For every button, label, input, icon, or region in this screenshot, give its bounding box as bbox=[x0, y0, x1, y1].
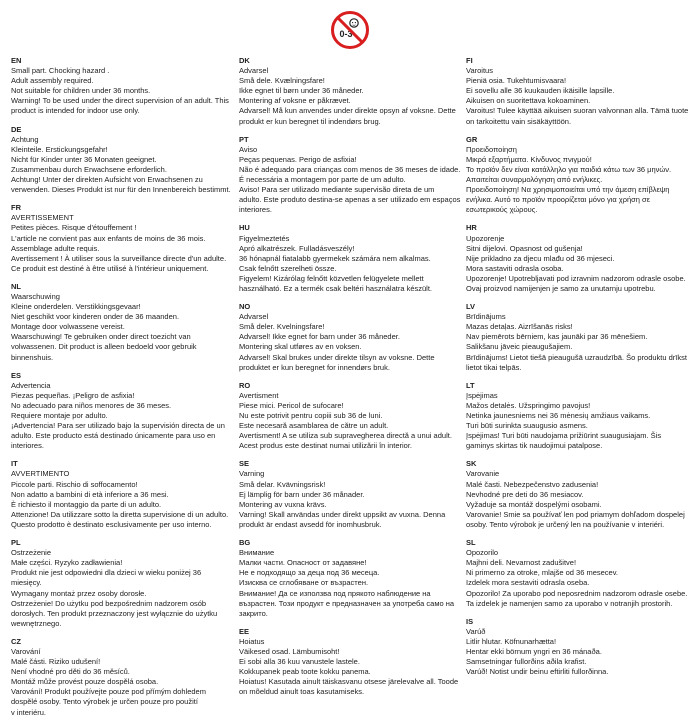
warning-line: Varovanie bbox=[466, 469, 500, 479]
warning-line: Apró alkatrészek. Fulladásveszély! bbox=[239, 243, 355, 253]
warning-line: È richiesto il montaggio da parte di un adulto. bbox=[11, 499, 162, 509]
language-code: BG bbox=[239, 538, 251, 548]
warning-line: Samsetningar fullorðins aðila krafist. bbox=[466, 657, 587, 667]
warning-line: produkt er kun beregnet til indendørs brug. bbox=[239, 116, 381, 126]
warning-line: ¡Advertencia! Para ser utilizado bajo la supervisión directa de un bbox=[11, 421, 225, 431]
warning-section-pt bbox=[239, 135, 461, 216]
warning-line: Ni primerno za otroke, mlajše od 36 mesecev. bbox=[466, 568, 619, 578]
warning-line: Not suitable for children under 36 months. bbox=[11, 86, 151, 96]
warning-line: Acest produs este destinat numai utilizării în interior. bbox=[239, 441, 413, 451]
language-code: FI bbox=[466, 56, 473, 65]
warning-section-de bbox=[11, 125, 233, 196]
warning-section-gr bbox=[466, 135, 688, 216]
warning-section-lt bbox=[466, 381, 688, 452]
warning-section-lv bbox=[466, 302, 688, 373]
warning-line: Ostrzeżenie bbox=[11, 548, 52, 558]
language-code: PL bbox=[11, 538, 21, 548]
warning-section-sk bbox=[466, 459, 688, 530]
warning-line: Advarsel bbox=[239, 66, 269, 76]
warning-line: Varoitus! Tulee käyttää aikuisen suoran valvonnan alla. Tämä tuote bbox=[466, 106, 688, 116]
warning-section-ro bbox=[239, 381, 461, 452]
warning-line: Små deler. Kvelningsfare! bbox=[239, 322, 325, 332]
warning-line: Nevhodné pre deti do 36 mesiacov. bbox=[466, 489, 584, 499]
warning-line: Montering af voksne er påkrævet. bbox=[239, 96, 351, 106]
language-code: SE bbox=[239, 459, 250, 469]
warning-line: Μικρά εξαρτήματα. Κίνδυνος πνιγμού! bbox=[466, 154, 592, 164]
language-code: ES bbox=[11, 370, 22, 380]
warning-line: on tarkoitettu vain sisäkäyttöön. bbox=[466, 116, 572, 126]
warning-line: Mazas detaļas. Aizrīšanās risks! bbox=[466, 322, 573, 332]
warning-line: Ikke egnet til børn under 36 måneder. bbox=[239, 86, 364, 96]
warning-line: Ta izdelek je namenjen samo za uporabo v notranjih prostorih. bbox=[466, 598, 673, 608]
warning-line: Izdelek mora sestaviti odrasla oseba. bbox=[466, 578, 590, 588]
warning-line: Nicht für Kinder unter 36 Monaten geeignet. bbox=[11, 154, 157, 164]
warning-line: Small part. Chocking hazard . bbox=[11, 66, 110, 76]
warning-line: Netinka jaunesniems nei 36 mėnesių amžiaus vaikams. bbox=[466, 411, 651, 420]
warning-line: Adult assembly required. bbox=[11, 76, 94, 86]
warning-line: Este necesară asamblarea de către un adult. bbox=[239, 421, 389, 431]
warning-line: закрито. bbox=[239, 608, 268, 618]
warning-line: dospělé osoby. Tento výrobek je určen pouze pro použití bbox=[11, 697, 198, 707]
warning-line: Изисква се сглобяване от възрастен. bbox=[239, 578, 369, 588]
warning-section-en bbox=[11, 56, 233, 117]
warning-line: Advertencia bbox=[11, 380, 51, 390]
warning-line: L'article ne convient pas aux enfants de moins de 36 mois. bbox=[11, 233, 206, 243]
warning-line: Malé části. Riziko udušení! bbox=[11, 657, 101, 667]
warning-line: Įspėjimas bbox=[466, 390, 498, 400]
warning-line: Kleinteile. Erstickungsgefahr! bbox=[11, 144, 108, 154]
language-code: IT bbox=[11, 459, 18, 469]
language-code: GR bbox=[466, 134, 478, 144]
warning-line: Non adatto a bambini di età inferiore a 36 mesi. bbox=[11, 489, 169, 499]
warning-line: Requiere montaje por adulto. bbox=[11, 411, 108, 420]
warning-line: Mora sastaviti odrasla osoba. bbox=[466, 263, 564, 273]
warning-section-fr bbox=[11, 203, 233, 274]
language-code: CZ bbox=[11, 636, 21, 646]
warning-line: produkt är endast avsedd för inomhusbruk. bbox=[239, 519, 382, 529]
language-code: HR bbox=[466, 223, 477, 233]
warning-line: Nu este potrivit pentru copiii sub 36 de luni. bbox=[239, 411, 383, 420]
warning-line: Vyžaduje sa montáž dospelými osobami. bbox=[466, 499, 602, 509]
warning-line: binnenshuis. bbox=[11, 352, 54, 362]
warning-line: Προειδοποίηση! Να χρησιμοποιείται υπό την άμεση επίβλεψη bbox=[466, 185, 670, 195]
warning-line: Montering av vuxna krävs. bbox=[239, 499, 327, 509]
warning-line: Wymagany montaż przez osoby dorosłe. bbox=[11, 588, 147, 598]
warning-line: Απαιτείται συναρμολόγηση από ενήλικες. bbox=[466, 175, 603, 185]
language-code: EE bbox=[239, 626, 250, 636]
warning-line: Csak felnőtt szerelheti össze. bbox=[239, 263, 337, 273]
warning-line: 36 hónapnál fiatalabb gyermekek számára nem alkalmas. bbox=[239, 253, 431, 263]
warning-line: Piccole parti. Rischio di soffocamento! bbox=[11, 479, 138, 489]
warning-section-it bbox=[11, 459, 233, 530]
warning-line: Varovanie! Smie sa používať len pod priamym dohľadom dospelej bbox=[466, 509, 685, 519]
warning-line: Advarsel! Ikke egnet for barn under 36 måneder. bbox=[239, 332, 400, 342]
column-right bbox=[466, 56, 688, 685]
warning-line: Upozorenje! Upotrebljavati pod izravnim nadzorom odrasle osobe. bbox=[466, 273, 686, 283]
warning-line: Petites pièces. Risque d'étouffement ! bbox=[11, 223, 137, 233]
warning-line: Brīdinājums! Lietot tiešā pieaugušā uzraudzībā. Šo produktu drīkst bbox=[466, 352, 687, 362]
warning-line: Προειδοποίηση bbox=[466, 144, 517, 154]
language-code: HU bbox=[239, 223, 250, 233]
warning-section-bg bbox=[239, 538, 461, 619]
warning-line: Malé časti. Nebezpečenstvo zadusenia! bbox=[466, 479, 599, 489]
language-code: IS bbox=[466, 616, 474, 626]
warning-line: Små dele. Kvælningsfare! bbox=[239, 76, 325, 86]
warning-line: Kokkupanek peab toote kokku panema. bbox=[239, 667, 371, 677]
warning-line: Nije prikladno za djecu mlađu od 36 mjeseci. bbox=[466, 253, 615, 263]
warning-section-fi bbox=[466, 56, 688, 127]
warning-line: Το προϊόν δεν είναι κατάλληλο για παιδιά κάτω των 36 μηνών. bbox=[466, 164, 672, 174]
warning-line: Opozorilo bbox=[466, 548, 499, 558]
warning-line: miesięcy. bbox=[11, 578, 42, 588]
warning-line: on mõeldud ainult toas kasutamiseks. bbox=[239, 687, 365, 697]
warning-line: Avertissement ! À utiliser sous la surveillance directe d'un adulte. bbox=[11, 253, 227, 263]
warning-section-is bbox=[466, 617, 688, 678]
warning-section-es bbox=[11, 371, 233, 452]
warning-line: Salikšanu jāveic pieaugušajiem. bbox=[466, 342, 573, 352]
warning-line: Waarschuwing bbox=[11, 291, 60, 301]
warning-line: Pieniä osia. Tukehtumisvaara! bbox=[466, 76, 567, 86]
warning-section-se bbox=[239, 459, 461, 530]
warning-line: Ei sobi alla 36 kuu vanustele lastele. bbox=[239, 657, 360, 667]
warning-line: Assemblage adulte requis. bbox=[11, 243, 100, 253]
warning-section-sl bbox=[466, 538, 688, 609]
warning-line: Varúð! Notist undir beinu eftirliti fullorðinna. bbox=[466, 667, 609, 677]
language-code: DE bbox=[11, 124, 22, 134]
warning-line: Turi būti surinkta suaugusio asmens. bbox=[466, 421, 588, 431]
warning-line: használható. Ez a termék csak beltéri használatra készült. bbox=[239, 283, 433, 293]
warning-line: adulto. Este produto destina-se apenas a ser utilizado em espaços bbox=[239, 195, 461, 205]
warning-line: Varování bbox=[11, 646, 41, 656]
warning-line: É necessária a montagem por parte de um adulto. bbox=[239, 175, 406, 185]
warning-line: lietot tikai telpās. bbox=[466, 362, 522, 372]
warning-line: Малки части. Опасност от задавяне! bbox=[239, 558, 367, 568]
language-code: SL bbox=[466, 538, 476, 548]
warning-line: Nav piemērots bērniem, kas jaunāki par 36 mēnešiem. bbox=[466, 332, 648, 342]
warning-line: Avertisment! A se utiliza sub supravegherea directă a unui adult. bbox=[239, 431, 452, 441]
column-middle bbox=[239, 56, 461, 705]
warning-section-hu bbox=[239, 223, 461, 294]
warning-line: Varúð bbox=[466, 626, 486, 636]
warning-line: Opozorilo! Za uporabo pod neposrednim nadzorom odrasle osebe. bbox=[466, 588, 688, 598]
warning-line: Įspėjimas! Turi būti naudojama prižiūrint suaugusiajam. Šis bbox=[466, 431, 662, 441]
warning-line: interiores. bbox=[11, 441, 44, 451]
warning-line: v interiéru. bbox=[11, 707, 47, 717]
warning-line: AVVERTIMENTO bbox=[11, 469, 70, 479]
warning-line: osoby. Tento výrobok je určený len na používanie v interiéri. bbox=[466, 519, 665, 529]
warning-section-cz bbox=[11, 637, 233, 718]
warning-line: Questo prodotto è destinato esclusivamente per uso interno. bbox=[11, 519, 212, 529]
language-code: EN bbox=[11, 56, 22, 65]
warning-line: Montáž může provést pouze dospělá osoba. bbox=[11, 677, 159, 687]
warning-line: Attenzione! Da utilizzare sotto la diretta supervisione di un adulto. bbox=[11, 509, 229, 519]
warning-line: εσωτερικούς χώρους. bbox=[466, 205, 538, 215]
warning-line: Montage door volwassene vereist. bbox=[11, 322, 125, 332]
warning-line: adulto. Este producto está destinado únicamente para uso en bbox=[11, 431, 216, 441]
warning-line: Achtung bbox=[11, 134, 39, 144]
warning-line: wewnętrznego. bbox=[11, 618, 62, 628]
warning-line: Kleine onderdelen. Verstikkingsgevaar! bbox=[11, 302, 141, 312]
column-left bbox=[11, 56, 233, 726]
warning-line: product is intended for indoor use only. bbox=[11, 106, 140, 116]
warning-line: Внимание bbox=[239, 548, 275, 558]
warning-line: interiores. bbox=[239, 205, 272, 215]
warning-line: Varování! Produkt používejte pouze pod přímým dohledem bbox=[11, 687, 206, 697]
language-code: LV bbox=[466, 302, 476, 312]
warning-line: Montering skal utføres av en voksen. bbox=[239, 342, 362, 352]
language-code: NL bbox=[11, 281, 21, 291]
warning-line: No adecuado para niños menores de 36 meses. bbox=[11, 400, 172, 410]
warning-line: Brīdinājums bbox=[466, 312, 506, 322]
warning-line: dorosłych. Ten produkt przeznaczony jest wyłącznie do użytku bbox=[11, 608, 218, 618]
warning-section-pl bbox=[11, 538, 233, 629]
warning-section-hr bbox=[466, 223, 688, 294]
warning-line: volwassenen. Dit product is alleen bedoeld voor gebruik bbox=[11, 342, 197, 352]
warning-line: Ej lämplig för barn under 36 månader. bbox=[239, 489, 365, 499]
warning-line: Waarschuwing! Te gebruiken onder direct toezicht van bbox=[11, 332, 191, 342]
warning-line: Upozorenje bbox=[466, 233, 505, 243]
warning-line: Produkt nie jest odpowiedni dla dzieci w wieku poniżej 36 bbox=[11, 568, 202, 578]
warning-line: Varning bbox=[239, 469, 265, 479]
no-children-under-3-icon bbox=[330, 10, 370, 50]
warning-line: Aviso! Para ser utilizado mediante supervisão direta de um bbox=[239, 185, 435, 195]
warning-line: Väikesed osad. Lämbumisoht! bbox=[239, 646, 340, 656]
warning-line: Varning! Skall användas under direkt uppsikt av vuxna. Denna bbox=[239, 509, 446, 519]
language-code: PT bbox=[239, 134, 249, 144]
warning-line: Małe części. Ryzyko zadławienia! bbox=[11, 558, 123, 568]
warning-line: Ostrzeżenie! Do użytku pod bezpośrednim nadzorem osób bbox=[11, 598, 207, 608]
language-code: DK bbox=[239, 56, 250, 65]
warning-line: Не е подходящо за деца под 36 месеца. bbox=[239, 568, 380, 578]
warning-line: Mažos detalės. Užspringimo pavojus! bbox=[466, 400, 591, 410]
warning-line: AVERTISSEMENT bbox=[11, 213, 74, 223]
warning-line: Advarsel bbox=[239, 312, 269, 322]
warning-line: Warning! To be used under the direct supervision of an adult. This bbox=[11, 96, 229, 106]
language-code: NO bbox=[239, 302, 251, 312]
language-code: FR bbox=[11, 203, 21, 213]
warning-line: възрастен. Този продукт е предназначен за употреба само на bbox=[239, 598, 455, 608]
warning-line: Achtung! Unter der direkten Aufsicht von Erwachsenen zu bbox=[11, 175, 203, 185]
warning-section-no bbox=[239, 302, 461, 373]
warning-line: Piezas pequeñas. ¡Peligro de asfixia! bbox=[11, 390, 135, 400]
warning-line: Ovaj proizvod namijenjen je samo za unutarnju upotrebu. bbox=[466, 283, 656, 293]
warning-line: Hentar ekki börnum yngri en 36 mánaða. bbox=[466, 646, 602, 656]
warning-line: Figyelem! Kizárólag felnőtt közvetlen felügyelete mellett bbox=[239, 273, 424, 283]
warning-section-dk bbox=[239, 56, 461, 127]
language-code: LT bbox=[466, 380, 475, 390]
warning-line: Aikuisen on suoritettava kokoaminen. bbox=[466, 96, 591, 106]
warning-line: Peças pequenas. Perigo de asfixia! bbox=[239, 154, 357, 164]
warning-line: Varoitus bbox=[466, 66, 493, 76]
warning-section-nl bbox=[11, 282, 233, 363]
warning-line: Aviso bbox=[239, 144, 258, 154]
warning-line: Ei sovellu alle 36 kuukauden ikäisille lapsille. bbox=[466, 86, 615, 96]
language-code: SK bbox=[466, 459, 477, 469]
warning-line: Majhni deli. Nevarnost zadušitve! bbox=[466, 558, 577, 568]
warning-line: Hoiatus! Kasutada ainult täiskasvanu otsese järelevalve all. Toode bbox=[239, 677, 459, 687]
warning-line: Niet geschikt voor kinderen onder de 36 maanden. bbox=[11, 312, 180, 322]
warning-line: Advarsel! Skal brukes under direkte tilsyn av voksne. Dette bbox=[239, 352, 435, 362]
warning-line: gaminys skirtas tik naudojimui patalpose. bbox=[466, 441, 603, 451]
warning-line: Små delar. Kvävningsrisk! bbox=[239, 479, 326, 489]
warning-line: Não é adequado para crianças com menos de 36 meses de idade. bbox=[239, 164, 461, 174]
warning-line: Внимание! Да се използва под прякото наблюдение на bbox=[239, 588, 431, 598]
warning-line: Není vhodné pro děti do 36 měsíců. bbox=[11, 667, 130, 677]
warning-line: produktet er kun beregnet for innendørs bruk. bbox=[239, 362, 390, 372]
warning-line: Litlir hlutar. Köfnunarhætta! bbox=[466, 636, 557, 646]
warning-line: Zusammenbau durch Erwachsene erforderlich. bbox=[11, 164, 167, 174]
warning-line: Piese mici. Pericol de sufocare! bbox=[239, 400, 344, 410]
warning-line: Ce produit est destiné à être utilisé à l'intérieur uniquement. bbox=[11, 263, 209, 273]
warning-line: ενήλικα. Αυτό το προϊόν προορίζεται μόνο για χρήση σε bbox=[466, 195, 651, 205]
language-code: RO bbox=[239, 380, 251, 390]
warning-section-ee bbox=[239, 627, 461, 698]
warning-line: verwenden. Dieses Produkt ist nur für den Innenbereich bestimmt. bbox=[11, 185, 231, 195]
age-label: 0-3 bbox=[339, 29, 353, 39]
warning-line: Avertisment bbox=[239, 390, 279, 400]
warning-line: Hoiatus bbox=[239, 636, 265, 646]
warning-line: Figyelmeztetés bbox=[239, 233, 290, 243]
warning-line: Advarsel! Må kun anvendes under direkte opsyn af voksne. Dette bbox=[239, 106, 456, 116]
warning-line: Sitni dijelovi. Opasnost od gušenja! bbox=[466, 243, 583, 253]
